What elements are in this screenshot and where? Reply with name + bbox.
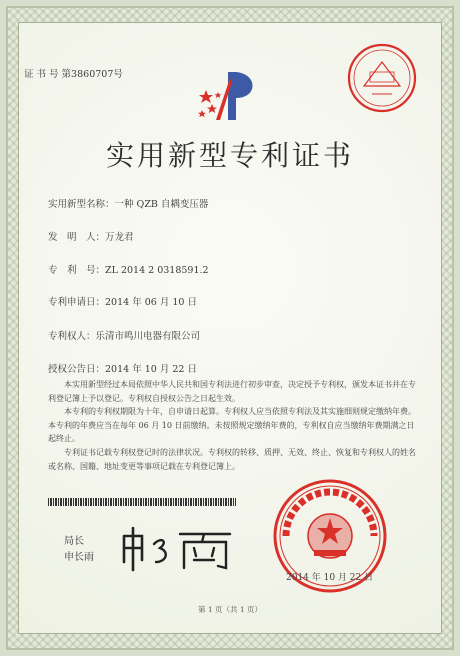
director-signature [118, 526, 238, 572]
field-label: 专利申请日： [48, 297, 106, 308]
barcode [48, 498, 236, 506]
field-value: ZL 2014 2 0318591.2 [105, 265, 209, 276]
field-value: 一种 QZB 自耦变压器 [114, 199, 209, 210]
patent-office-seal-small [346, 42, 418, 114]
field-application-date [48, 294, 197, 308]
page-number: 第 1 页（共 1 页） [197, 605, 263, 614]
field-utility-model-name [48, 196, 208, 210]
field-label: 专 利 号： [48, 265, 106, 276]
field-label: 授权公告日： [48, 364, 106, 375]
paragraph-register: 专利证书记载专利权登记时的法律状况。专利权的转移、质押、无效、终止、恢复和专利权人的姓名或名称、国籍、地址变更等事项记载在专利登记簿上。 [48, 448, 416, 471]
seal-date: 2014 年 10 月 22 日 [286, 573, 374, 583]
field-patentee [48, 328, 200, 342]
field-patent-number [48, 262, 209, 276]
field-value: 2014 年 06 月 10 日 [105, 297, 197, 308]
field-value: 2014 年 10 月 22 日 [105, 364, 197, 375]
field-label: 专利权人： [48, 331, 96, 342]
field-label: 实用新型名称： [48, 199, 115, 210]
paragraph-grant: 本实用新型经过本局依照中华人民共和国专利法进行初步审查，决定授予专利权，颁发本证书并在专利登记簿上予以登记。专利权自授权公告之日起生效。 [48, 380, 416, 403]
field-label: 发 明 人： [48, 232, 106, 243]
paragraph-term: 本专利的专利权期限为十年，自申请日起算。专利权人应当依照专利法及其实施细则规定缴纳年费。本专利的年费应当在每年 06 月 10 日前缴纳。未按照规定缴纳年费的，专利权自应当缴纳年费期满之日起终止。 [48, 407, 416, 443]
field-value: 乐清市鸣川电器有限公司 [95, 331, 201, 342]
field-inventor [48, 229, 134, 243]
field-grant-date [48, 361, 197, 375]
patent-office-logo [196, 68, 268, 124]
certificate-number: 证 书 号 第3860707号 [24, 69, 123, 80]
director-name: 申长雨 [64, 552, 94, 563]
field-value: 万龙君 [105, 232, 134, 243]
director-title: 局长 [64, 536, 84, 547]
page-title: 实用新型专利证书 [105, 139, 354, 172]
